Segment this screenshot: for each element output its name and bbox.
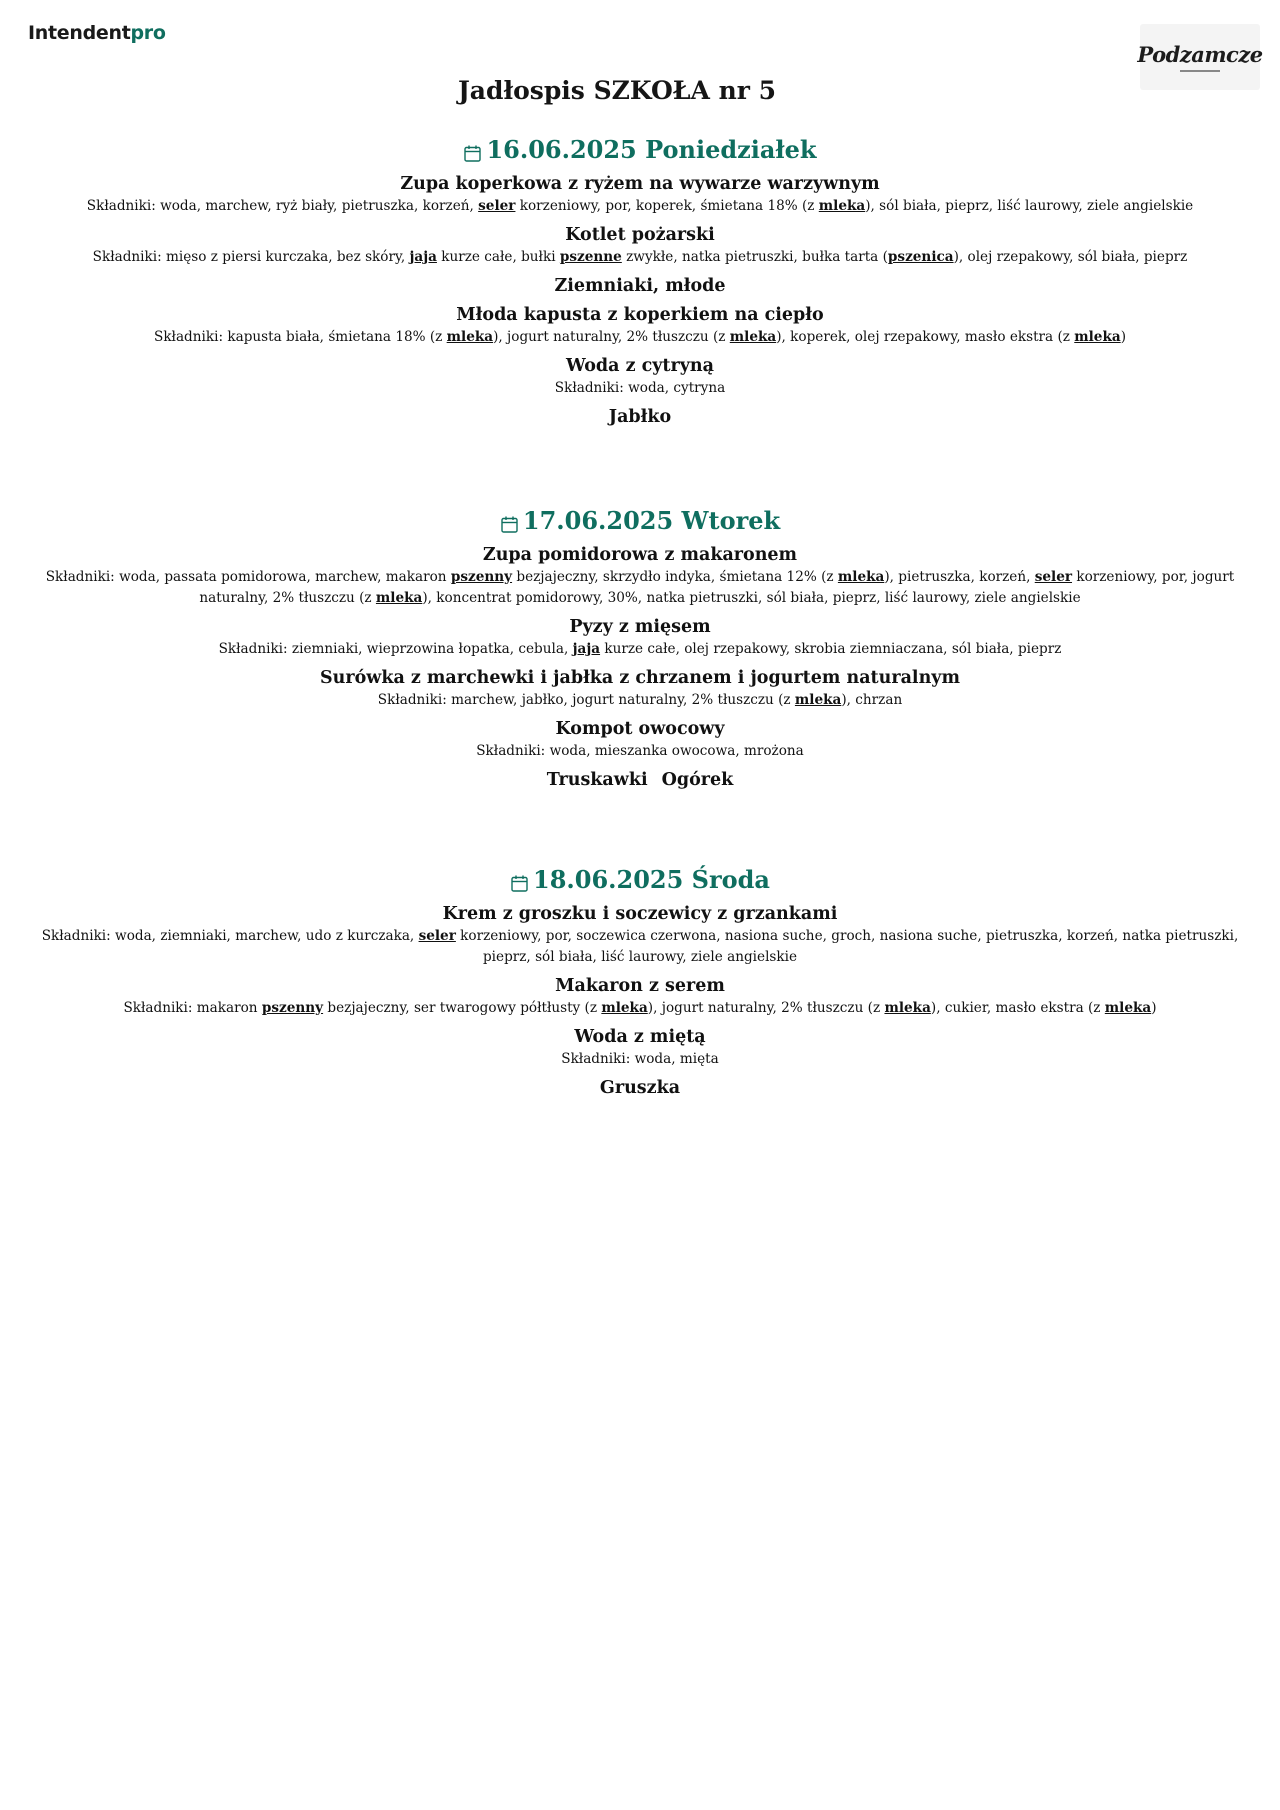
- ingredient-segment: korzeniowy, por, jogurt naturalny, 2% tłuszczu (z: [199, 569, 1235, 606]
- calendar-icon: [463, 140, 482, 159]
- ingredient-segment: ), koncentrat pomidorowy, 30%, natka pietruszki, sól biała, pieprz, liść laurowy, ziele angielskie: [422, 590, 1081, 606]
- ingredient-segment: zwykłe, natka pietruszki, bułka tarta (: [621, 249, 888, 265]
- day-header: [28, 862, 1252, 896]
- brand-logo: [28, 22, 166, 44]
- dish-name: Krem z groszku i soczewicy z grzankami: [442, 904, 838, 924]
- ingredient-segment: ), jogurt naturalny, 2% tłuszczu (z: [493, 329, 730, 345]
- ingredient-segment: Składniki: woda, passata pomidorowa, marchew, makaron: [45, 569, 451, 585]
- ingredient-segment: ), sól biała, pieprz, liść laurowy, ziele angielskie: [865, 198, 1194, 214]
- ingredient-segment: Składniki: woda, mięta: [561, 1051, 719, 1067]
- ingredient-segment: Składniki: makaron: [123, 1000, 262, 1016]
- ingredient-segment: Składniki: woda, cytryna: [554, 380, 726, 396]
- dish-name: Ziemniaki, młode: [554, 276, 726, 296]
- ingredient-segment: ): [1120, 329, 1126, 345]
- allergen-highlight: mleka: [837, 569, 885, 585]
- ingredient-segment: ), cukier, masło ekstra (z: [930, 1000, 1105, 1016]
- dish-name: Makaron z serem: [555, 976, 725, 996]
- allergen-highlight: mleka: [601, 1000, 648, 1016]
- allergen-highlight: pszenica: [887, 249, 954, 265]
- ingredient-segment: Składniki: ziemniaki, wieprzowina łopatka, cebula,: [218, 641, 573, 657]
- page-title: Jadłospis SZKOŁA nr 5: [457, 76, 777, 105]
- allergen-highlight: mleka: [1104, 1000, 1152, 1016]
- ingredients-text: [28, 378, 1252, 399]
- allergen-highlight: mleka: [375, 590, 423, 606]
- dish-name: Pyzy z mięsem: [569, 617, 711, 637]
- ingredient-segment: kurze całe, bułki: [436, 249, 560, 265]
- ingredient-segment: ), koperek, olej rzepakowy, masło ekstra (z: [776, 329, 1075, 345]
- extras-line: [28, 1077, 1252, 1099]
- allergen-highlight: pszenny: [261, 1000, 324, 1016]
- allergen-highlight: mleka: [729, 329, 777, 345]
- brand-main: Intendent: [28, 22, 131, 44]
- day-section: [28, 862, 1252, 1099]
- ingredients-text: [28, 926, 1252, 968]
- calendar-icon: [510, 870, 529, 889]
- allergen-highlight: jaja: [572, 641, 601, 657]
- dish-name: Zupa pomidorowa z makaronem: [482, 545, 798, 565]
- ingredient-segment: Składniki: woda, marchew, ryż biały, pietruszka, korzeń,: [86, 198, 479, 214]
- ingredient-segment: kurze całe, olej rzepakowy, skrobia ziemniaczana, sól biała, pieprz: [600, 641, 1062, 657]
- ingredient-segment: ), pietruszka, korzeń,: [884, 569, 1035, 585]
- ingredients-text: [28, 998, 1252, 1019]
- dish-name: Kompot owocowy: [555, 719, 725, 739]
- allergen-highlight: jaja: [409, 249, 437, 265]
- dish-name: Młoda kapusta z koperkiem na ciepło: [456, 305, 824, 325]
- dish-name: Surówka z marchewki i jabłka z chrzanem i jogurtem naturalnym: [320, 668, 960, 688]
- extra-item: Gruszka: [599, 1078, 681, 1098]
- ingredients-text: [28, 1049, 1252, 1070]
- allergen-highlight: mleka: [1074, 329, 1121, 345]
- day-date: 18.06.2025 Środa: [533, 864, 770, 894]
- allergen-highlight: seler: [1034, 569, 1073, 585]
- extra-item: Ogórek: [661, 770, 734, 790]
- ingredient-segment: Składniki: woda, mieszanka owocowa, mrożona: [476, 743, 804, 759]
- logo-text: Podzamcze: [1137, 42, 1263, 67]
- day-section: [28, 132, 1252, 428]
- ingredient-segment: bezjajeczny, skrzydło indyka, śmietana 12% (z: [512, 569, 838, 585]
- extra-item: Jabłko: [608, 407, 672, 427]
- ingredient-segment: ), olej rzepakowy, sól biała, pieprz: [953, 249, 1188, 265]
- ingredient-segment: korzeniowy, por, koperek, śmietana 18% (z: [515, 198, 819, 214]
- ingredients-text: [28, 690, 1252, 711]
- day-section: [28, 503, 1252, 791]
- allergen-highlight: pszenny: [450, 569, 513, 585]
- allergen-highlight: mleka: [794, 692, 842, 708]
- day-date: 17.06.2025 Wtorek: [522, 505, 781, 535]
- ingredient-segment: Składniki: woda, ziemniaki, marchew, udo z kurczaka,: [41, 928, 419, 944]
- calendar-icon: [500, 511, 519, 530]
- day-date: 16.06.2025 Poniedziałek: [486, 134, 817, 164]
- ingredient-segment: korzeniowy, por, soczewica czerwona, nasiona suche, groch, nasiona suche, pietruszka, korzeń, natka pietruszki, pieprz, sól biała, liść laurowy, ziele angielskie: [455, 928, 1239, 965]
- ingredient-segment: Składniki: mięso z piersi kurczaka, bez skóry,: [92, 249, 410, 265]
- ingredient-segment: ): [1151, 1000, 1157, 1016]
- ingredient-segment: ), chrzan: [841, 692, 903, 708]
- ingredients-text: [28, 247, 1252, 268]
- extras-line: [28, 406, 1252, 428]
- logo-underline: [1180, 70, 1220, 72]
- dish-name: Kotlet pożarski: [565, 225, 715, 245]
- brand-accent: pro: [130, 22, 166, 44]
- day-header: [28, 503, 1252, 537]
- allergen-highlight: seler: [418, 928, 456, 944]
- allergen-highlight: seler: [478, 198, 516, 214]
- dish-name: Zupa koperkowa z ryżem na wywarze warzywnym: [400, 174, 880, 194]
- ingredients-text: [28, 639, 1252, 660]
- dish-name: Woda z miętą: [574, 1027, 706, 1047]
- ingredient-segment: Składniki: marchew, jabłko, jogurt naturalny, 2% tłuszczu (z: [377, 692, 795, 708]
- ingredients-text: [28, 567, 1252, 609]
- extras-line: [28, 769, 1252, 791]
- ingredient-segment: Składniki: kapusta biała, śmietana 18% (z: [154, 329, 447, 345]
- ingredient-segment: ), jogurt naturalny, 2% tłuszczu (z: [647, 1000, 885, 1016]
- ingredients-text: [28, 196, 1252, 217]
- ingredient-segment: bezjajeczny, ser twarogowy półtłusty (z: [323, 1000, 602, 1016]
- allergen-highlight: pszenne: [559, 249, 622, 265]
- allergen-highlight: mleka: [446, 329, 494, 345]
- allergen-highlight: mleka: [884, 1000, 931, 1016]
- dish-name: Woda z cytryną: [566, 356, 714, 376]
- ingredients-text: [28, 741, 1252, 762]
- ingredients-text: [28, 327, 1252, 348]
- day-header: [28, 132, 1252, 166]
- allergen-highlight: mleka: [818, 198, 866, 214]
- extra-item: Truskawki: [546, 770, 648, 790]
